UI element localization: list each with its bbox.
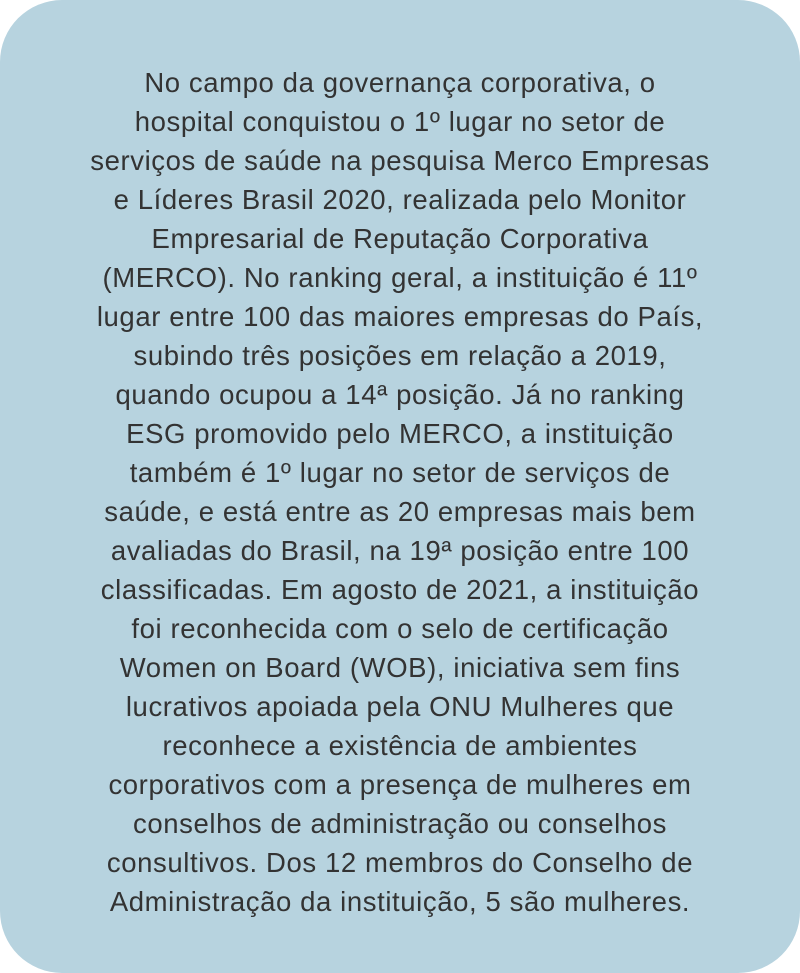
paragraph-line: reconhece a existência de ambientes — [162, 730, 638, 761]
paragraph-line: ESG promovido pelo MERCO, a instituição — [126, 418, 674, 449]
paragraph-line: Empresarial de Reputação Corporativa — [151, 223, 649, 254]
paragraph-line: e Líderes Brasil 2020, realizada pelo Monitor — [113, 184, 687, 215]
paragraph-line: No campo da governança corporativa, o — [144, 67, 656, 98]
paragraph-line: lucrativos apoiada pela ONU Mulheres que — [125, 691, 675, 722]
paragraph-line: saúde, e está entre as 20 empresas mais bem — [104, 496, 696, 527]
paragraph-line: hospital conquistou o 1º lugar no setor de — [134, 106, 666, 137]
paragraph-line: (MERCO). No ranking geral, a instituição é 11º — [102, 262, 698, 293]
paragraph-line: conselhos de administração ou conselhos — [133, 808, 667, 839]
paragraph-line: avaliadas do Brasil, na 19ª posição entre 100 — [110, 535, 690, 566]
paragraph-line: quando ocupou a 14ª posição. Já no ranking — [115, 379, 685, 410]
paragraph-line: também é 1º lugar no setor de serviços de — [129, 457, 671, 488]
paragraph-line: Women on Board (WOB), iniciativa sem fins — [119, 652, 681, 683]
paragraph-line: foi reconhecida com o selo de certificação — [131, 613, 669, 644]
paragraph-line: lugar entre 100 das maiores empresas do País, — [96, 301, 704, 332]
paragraph-line: subindo três posições em relação a 2019, — [133, 340, 667, 371]
card-paragraph — [0, 63, 800, 921]
paragraph-line: corporativos com a presença de mulheres em — [108, 769, 692, 800]
paragraph-line: serviços de saúde na pesquisa Merco Empresas — [90, 145, 710, 176]
paragraph-line: Administração da instituição, 5 são mulheres. — [109, 886, 691, 917]
paragraph-line: classificadas. Em agosto de 2021, a instituição — [100, 574, 700, 605]
paragraph-line: consultivos. Dos 12 membros do Conselho de — [106, 847, 694, 878]
